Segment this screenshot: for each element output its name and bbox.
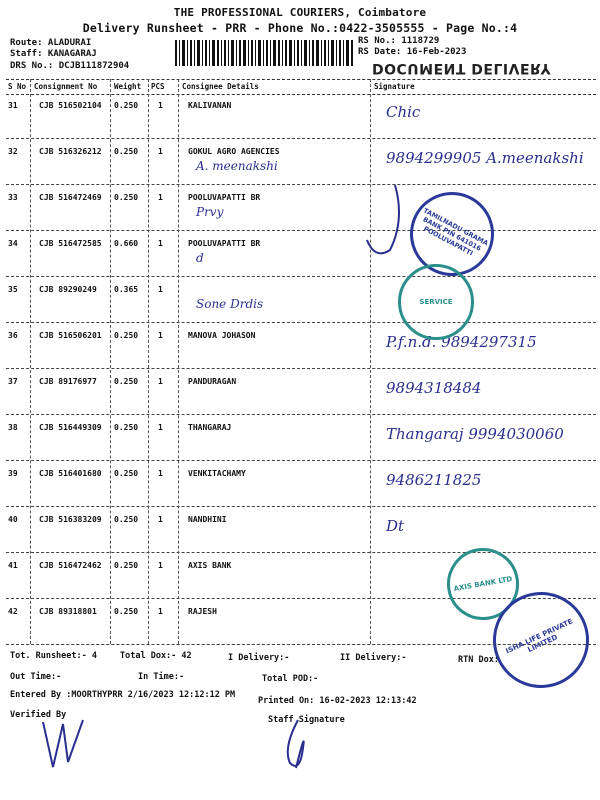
row-sno: 42 — [8, 607, 18, 616]
row-signature: Thangaraj 9994030060 — [386, 425, 564, 443]
row-pcs: 1 — [158, 239, 163, 248]
row-signature: Dt — [386, 517, 405, 535]
table-row — [6, 185, 596, 231]
row-consignment-no: CJB 516472585 — [39, 239, 102, 248]
barcode-graphic — [175, 40, 353, 66]
table-row — [6, 461, 596, 507]
total-dox: Total Dox:- 42 — [120, 651, 192, 661]
service-stamp-text: SERVICE — [419, 298, 453, 306]
staff-label: Staff: KANAGARAJ — [10, 49, 97, 59]
route-label: Route: ALADURAI — [10, 38, 92, 48]
row-consignee: MANOVA JOHASON — [188, 331, 256, 340]
row-consignment-no: CJB 516472462 — [39, 561, 102, 570]
in-time: In Time:- — [138, 672, 185, 682]
row-sno: 33 — [8, 193, 18, 202]
row-weight: 0.365 — [114, 285, 139, 294]
row-signature: 9486211825 — [386, 471, 482, 489]
row-weight: 0.250 — [114, 561, 139, 570]
row-pcs: 1 — [158, 193, 163, 202]
row-consignee: RAJESH — [188, 607, 217, 616]
row-sno: 31 — [8, 101, 18, 110]
row-consignee: THANGARAJ — [188, 423, 232, 432]
table-row — [6, 323, 596, 369]
printed-on: Printed On: 16-02-2023 12:13:42 — [258, 696, 417, 706]
row-pcs: 1 — [158, 561, 163, 570]
row-pcs: 1 — [158, 469, 163, 478]
col-consignment: Consignment No — [34, 82, 98, 91]
rs-number: RS No.: 1118729 — [358, 36, 440, 46]
row-signature: 9894318484 — [386, 379, 482, 397]
row-handwritten-note: A. meenakshi — [196, 159, 278, 173]
row-pcs: 1 — [158, 377, 163, 386]
row-weight: 0.250 — [114, 469, 139, 478]
row-sno: 37 — [8, 377, 18, 386]
out-time: Out Time:- — [10, 672, 62, 682]
row-handwritten-note: d — [196, 251, 204, 265]
row-signature: P.f.n.d. 9894297315 — [386, 333, 537, 351]
footer-divider — [6, 644, 596, 645]
row-consignment-no: CJB 89318801 — [39, 607, 97, 616]
row-pcs: 1 — [158, 147, 163, 156]
ii-delivery: II Delivery:- — [340, 653, 407, 663]
col-pcs: PCS — [151, 82, 165, 91]
row-weight: 0.250 — [114, 607, 139, 616]
row-pcs: 1 — [158, 607, 163, 616]
barcode — [175, 40, 353, 66]
staff-signature — [278, 718, 318, 778]
rtn-dox: RTN Dox: — [458, 655, 499, 665]
row-weight: 0.250 — [114, 515, 139, 524]
row-sno: 35 — [8, 285, 18, 294]
row-weight: 0.250 — [114, 423, 139, 432]
grama-bank-stamp-text: TAMILNADU GRAMA BANK PIN 641016 POOLUVAPATTI — [421, 206, 490, 258]
table-row — [6, 369, 596, 415]
table-row — [6, 93, 596, 139]
row-consignee: AXIS BANK — [188, 561, 232, 570]
rs-date: RS Date: 16-Feb-2023 — [358, 47, 467, 57]
table-row — [6, 507, 596, 553]
row-pcs: 1 — [158, 285, 163, 294]
col-weight: Weight — [114, 82, 142, 91]
row-sno: 40 — [8, 515, 18, 524]
row-consignment-no: CJB 516383209 — [39, 515, 102, 524]
staff-signature-label: Staff Signature — [268, 715, 345, 725]
row-consignee: KALIVANAN — [188, 101, 232, 110]
table-row — [6, 139, 596, 185]
row-pcs: 1 — [158, 423, 163, 432]
row-consignment-no: CJB 516506201 — [39, 331, 102, 340]
row-weight: 0.660 — [114, 239, 139, 248]
row-weight: 0.250 — [114, 331, 139, 340]
row-consignment-no: CJB 516472469 — [39, 193, 102, 202]
row-pcs: 1 — [158, 101, 163, 110]
row-consignee: PANDURAGAN — [188, 377, 237, 386]
drs-number: DRS No.: DCJB111872904 — [10, 61, 130, 71]
signature-scribble — [355, 180, 415, 260]
col-signature: Signature — [374, 82, 415, 91]
verified-by: Verified By — [10, 710, 67, 720]
total-pod: Total POD:- — [262, 674, 319, 684]
row-weight: 0.250 — [114, 147, 139, 156]
row-consignee: GOKUL AGRO AGENCIES — [188, 147, 280, 156]
row-weight: 0.250 — [114, 101, 139, 110]
row-signature: Chic — [386, 103, 421, 121]
row-consignment-no: CJB 516326212 — [39, 147, 102, 156]
row-consignment-no: CJB 89176977 — [39, 377, 97, 386]
row-sno: 39 — [8, 469, 18, 478]
row-sno: 32 — [8, 147, 18, 156]
row-consignment-no: CJB 89290249 — [39, 285, 97, 294]
col-consignee: Consignee Details — [182, 82, 259, 91]
row-pcs: 1 — [158, 515, 163, 524]
row-consignee: NANDHINI — [188, 515, 227, 524]
row-consignee: POOLUVAPATTI BR — [188, 193, 261, 202]
axis-bank-stamp-text: AXIS BANK LTD — [453, 574, 513, 594]
tot-runsheet: Tot. Runsheet:- 4 — [10, 651, 97, 661]
row-pcs: 1 — [158, 331, 163, 340]
row-consignment-no: CJB 516449309 — [39, 423, 102, 432]
runsheet-subtitle: Delivery Runsheet - PRR - Phone No.:0422-3505555 - Page No.:4 — [82, 21, 518, 35]
row-consignment-no: CJB 516401680 — [39, 469, 102, 478]
row-weight: 0.250 — [114, 193, 139, 202]
col-sno: S No — [8, 82, 27, 91]
row-sno: 41 — [8, 561, 18, 570]
row-handwritten-note: Sone Drdis — [196, 297, 264, 311]
table-row — [6, 277, 596, 323]
document-delivery-stamp: DOCUMENT DELIVERY — [372, 60, 552, 76]
row-signature: 9894299905 A.meenakshi — [386, 149, 584, 167]
row-consignment-no: CJB 516502104 — [39, 101, 102, 110]
row-consignee: POOLUVAPATTI BR — [188, 239, 261, 248]
row-sno: 38 — [8, 423, 18, 432]
service-stamp — [398, 264, 474, 340]
i-delivery: I Delivery:- — [228, 653, 290, 663]
row-consignee: VENKITACHAMY — [188, 469, 246, 478]
company-title: THE PROFESSIONAL COURIERS, Coimbatore — [173, 6, 427, 19]
entered-by: Entered By :MOORTHYPRR 2/16/2023 12:12:12 PM — [10, 690, 236, 700]
row-sno: 34 — [8, 239, 18, 248]
row-sno: 36 — [8, 331, 18, 340]
verifier-signature — [38, 712, 98, 772]
row-weight: 0.250 — [114, 377, 139, 386]
row-handwritten-note: Prvy — [196, 205, 224, 219]
table-row — [6, 415, 596, 461]
isha-life-stamp-text: ISHA LIFE PRIVATE LIMITED — [504, 617, 575, 656]
table-row — [6, 231, 596, 277]
